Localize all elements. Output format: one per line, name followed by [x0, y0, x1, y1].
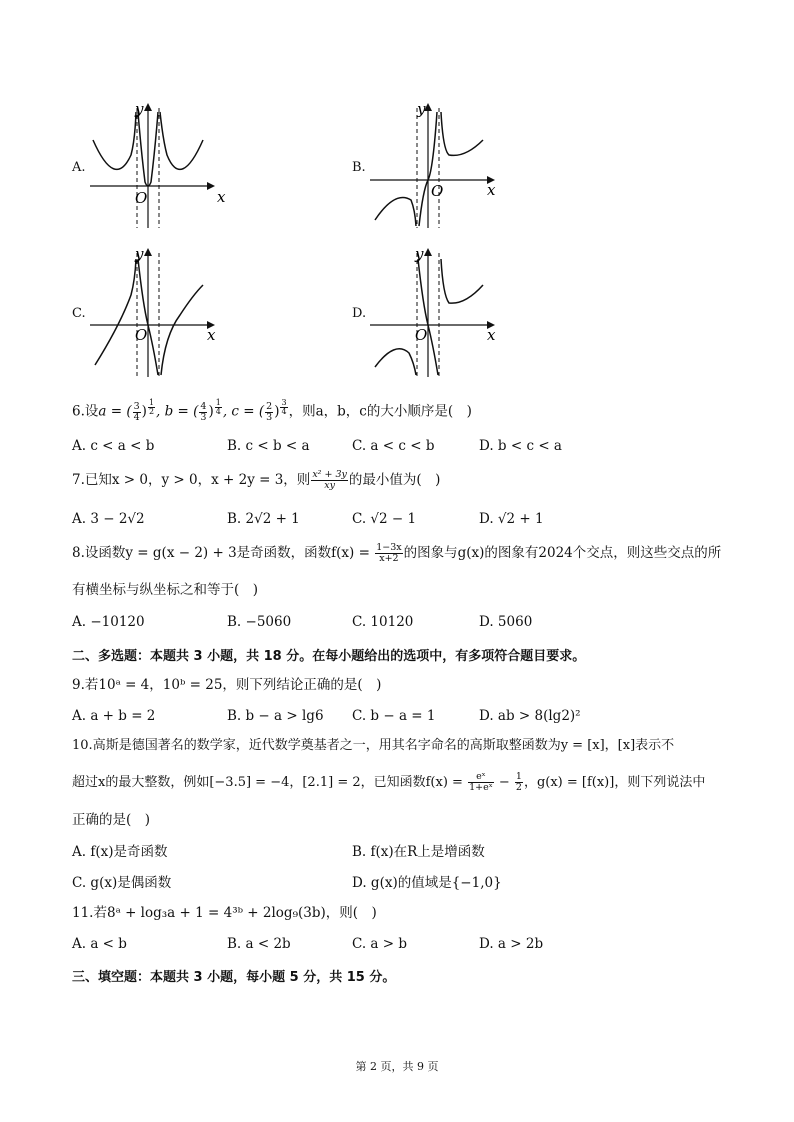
origin-label-a: O [135, 189, 148, 207]
question-9-option-c: C. b − a = 1 [352, 708, 436, 724]
question-7-option-a: A. 3 − 2√2 [72, 511, 145, 527]
axis-y-label-b: y [417, 100, 426, 118]
section-3-heading: 三、填空题：本题共 3 小题，每小题 5 分，共 15 分。 [72, 970, 396, 985]
question-11-option-d: D. a > 2b [479, 936, 544, 952]
question-11-option-a: A. a < b [72, 936, 127, 952]
question-9-option-b: B. b − a > lg6 [227, 708, 324, 724]
question-10-option-d: D. g(x)的值域是{−1,0} [352, 875, 502, 891]
graph-a [85, 100, 226, 230]
question-6-option-b: B. c < b < a [227, 438, 310, 454]
question-10-stem-line3: 正确的是( ) [72, 812, 151, 828]
axis-x-label-c: x [207, 326, 216, 344]
axis-x-label-d: x [487, 326, 496, 344]
question-6-option-c: C. a < c < b [352, 438, 435, 454]
question-8-stem-line2: 有横坐标与纵坐标之和等于( ) [72, 582, 259, 598]
question-7-stem: 7.已知x > 0，y > 0，x + 2y = 3，则 $\frac{\text{x² + 3y}}{xy}$ 的最小值为( ) [72, 469, 441, 491]
question-10-option-c: C. g(x)是偶函数 [72, 875, 172, 891]
axis-y-label-c: y [135, 245, 144, 263]
question-10-option-a: A. f(x)是奇函数 [72, 844, 168, 860]
question-9-option-a: A. a + b = 2 [72, 708, 156, 724]
axis-x-label-a: x [217, 188, 226, 206]
origin-label-d: O [415, 326, 428, 344]
question-8-option-d: D. 5060 [479, 614, 533, 630]
axis-y-label-d: y [415, 245, 424, 263]
question-8-option-a: A. −10120 [72, 614, 145, 630]
question-11-option-b: B. a < 2b [227, 936, 291, 952]
question-10-stem-line1: 10.高斯是德国著名的数学家，近代数学奠基者之一，用其名字命名的高斯取整函数为y = [x]，[x]表示不 [72, 738, 675, 753]
question-9-stem: 9.若10ᵃ = 4，10ᵇ = 25，则下列结论正确的是( ) [72, 677, 382, 693]
question-7-option-b: B. 2√2 + 1 [227, 511, 300, 527]
origin-label-c: O [135, 326, 148, 344]
graph-c [85, 245, 220, 380]
question-7-option-d: D. √2 + 1 [479, 511, 544, 527]
question-8-stem: 8.设函数y = g(x − 2) + 3是奇函数，函数f(x) = $\frac{1-3x}{x+2}$ 的图象与g(x)的图象有2024个交点，则这些交点的所 [72, 542, 722, 564]
question-11-stem: 11.若8ᵃ + log₃a + 1 = 4³ᵇ + 2log₉(3b)，则( ) [72, 905, 377, 921]
page-footer: 第 2 页，共 9 页 [355, 1060, 439, 1073]
question-8-option-c: C. 10120 [352, 614, 414, 630]
question-8-option-b: B. −5060 [227, 614, 292, 630]
axis-y-label-a: y [135, 100, 144, 118]
question-6-option-a: A. c < a < b [72, 438, 155, 454]
graph-d [365, 245, 500, 380]
question-9-option-d: D. ab > 8(lg2)² [479, 708, 581, 724]
question-7-option-c: C. √2 − 1 [352, 511, 417, 527]
question-10-stem-line2: 超过x的最大整数，例如[−3.5] = −4，[2.1] = 2，已知函数f(x) = $\frac{\text{eˣ}}{\text{1+eˣ}}$ − $\frac{1}{2}$ ，g(x) = [f(x)]，则下列说法中 [72, 771, 706, 793]
graph-label-a: A. [72, 160, 86, 175]
question-10-option-b: B. f(x)在R上是增函数 [352, 844, 485, 860]
section-2-heading: 二、多选题：本题共 3 小题，共 18 分。在每小题给出的选项中，有多项符合题目要求。 [72, 649, 586, 664]
graph-label-c: C. [72, 306, 86, 321]
question-6-option-d: D. b < c < a [479, 438, 562, 454]
graph-label-b: B. [352, 160, 366, 175]
graph-b [365, 100, 500, 230]
axis-x-label-b: x [487, 181, 496, 199]
question-11-option-c: C. a > b [352, 936, 408, 952]
question-6-stem: 6.设a = ( $\frac{3}{4}$ ) $^{\frac{1}{2}}$ , b = ( $\frac{4}{3}$ ) $^{\frac{1}{4}}$ , c = ( $\frac{2}{3}$ ) $^{\frac{3}{4}}$ ，则a，b，c的大小顺序是( ) [72, 398, 472, 423]
origin-label-b: O [431, 182, 444, 200]
graph-label-d: D. [352, 306, 367, 321]
